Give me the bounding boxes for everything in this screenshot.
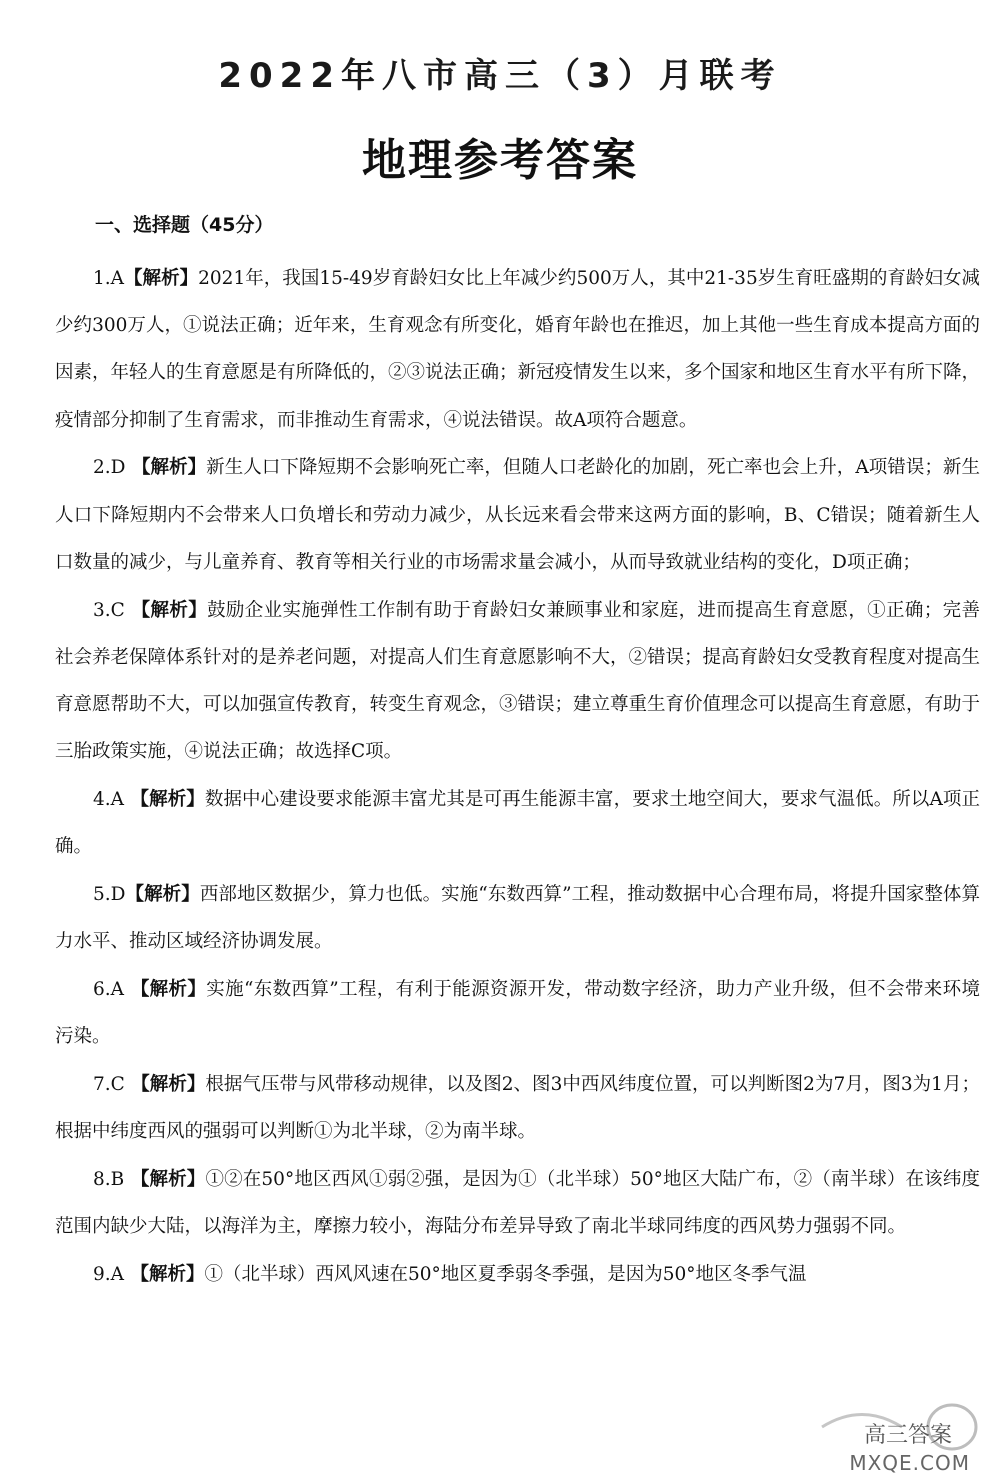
answer-text: 2021年，我国15-49岁育龄妇女比上年减少约500万人，其中21-35岁生育旺盛期的育龄妇女减少约300万人，①说法正确；近年来，生育观念有所变化，婚育年龄也在推迟，加上其他一些生育成本提高方面的因素，年轻人的生育意愿是有所降低的，②③说法正确；新冠疫情发生以来，多个国家和地区生育水平有所下降，疫情部分抑制了生育需求，而非推动生育需求，④说法错误。故A项符合题意。 — [55, 268, 981, 431]
answer-text: 数据中心建设要求能源丰富尤其是可再生能源丰富，要求土地空间大，要求气温低。所以A项正确。 — [55, 789, 980, 858]
question-number: 4.A — [93, 789, 125, 811]
answer-list — [55, 255, 980, 1299]
question-number: 7.C — [93, 1074, 125, 1096]
analysis-tag: 【解析】 — [124, 979, 207, 1001]
question-number: 8.B — [93, 1169, 125, 1191]
question-number: 3.C — [93, 599, 125, 621]
watermark-label: 高三答案 — [863, 1423, 952, 1448]
answer-text: ①②在50°地区西风①弱②强，是因为①（北半球）50°地区大陆广布，②（南半球）在该纬度范围内缺少大陆，以海洋为主，摩擦力较小，海陆分布差异导致了南北半球同纬度的西风势力强弱不同。 — [55, 1169, 980, 1238]
answer-text: 西部地区数据少，算力也低。实施“东数西算”工程，推动数据中心合理布局，将提升国家整体算力水平、推动区域经济协调发展。 — [55, 884, 980, 953]
answer-item — [55, 966, 980, 1060]
document-title: 地理参考答案 — [362, 135, 638, 186]
watermark-site: MXQE.COM — [849, 1451, 970, 1475]
answer-text: 新生人口下降短期不会影响死亡率，但随人口老龄化的加剧，死亡率也会上升，A项错误；新生人口下降短期内不会带来人口负增长和劳动力减少，从长远来看会带来这两方面的影响，B、C错误；随着新生人口数量的减少，与儿童养育、教育等相关行业的市场需求量会减小，从而导致就业结构的变化，D项正确； — [55, 457, 980, 573]
question-number: 2.D — [93, 457, 126, 479]
answer-text: 根据气压带与风带移动规律，以及图2、图3中西风纬度位置，可以判断图2为7月，图3为1月；根据中纬度西风的强弱可以判断①为北半球，②为南半球。 — [55, 1074, 980, 1143]
analysis-tag: 【解析】 — [124, 599, 208, 621]
answer-item — [55, 587, 980, 776]
analysis-tag: 【解析】 — [124, 268, 199, 289]
answer-item — [55, 1251, 980, 1298]
analysis-tag: 【解析】 — [124, 1074, 206, 1096]
question-number: 5.D — [93, 884, 126, 906]
answer-item — [55, 1156, 980, 1250]
answer-item — [55, 444, 980, 586]
question-number: 9.A — [93, 1264, 125, 1286]
question-number: 6.A — [93, 979, 125, 1001]
analysis-tag: 【解析】 — [125, 884, 200, 906]
section-heading: 一、选择题（45分） — [95, 214, 274, 236]
answer-item — [55, 255, 980, 444]
answer-item — [55, 1061, 980, 1155]
answer-text: 实施“东数西算”工程，有利于能源资源开发，带动数字经济，助力产业升级，但不会带来环境污染。 — [55, 979, 980, 1048]
exam-title: 2022年八市高三（3）月联考 — [218, 56, 782, 96]
answer-text: ①（北半球）西风风速在50°地区夏季弱冬季强，是因为50°地区冬季气温 — [204, 1264, 807, 1286]
analysis-tag: 【解析】 — [124, 1264, 205, 1286]
answer-item — [55, 776, 980, 870]
answer-item — [55, 871, 980, 965]
analysis-tag: 【解析】 — [125, 457, 207, 479]
analysis-tag: 【解析】 — [124, 1169, 206, 1191]
question-number: 1.A — [93, 268, 125, 289]
analysis-tag: 【解析】 — [124, 789, 205, 811]
answer-text: 鼓励企业实施弹性工作制有助于育龄妇女兼顾事业和家庭，进而提高生育意愿，①正确；完善社会养老保障体系针对的是养老问题，对提高人们生育意愿影响不大，②错误；提高育龄妇女受教育程度对提高生育意愿帮助不大，可以加强宣传教育，转变生育观念，③错误；建立尊重生育价值理念可以提高生育意愿，有助于三胎政策实施，④说法正确；故选择C项。 — [55, 599, 981, 763]
